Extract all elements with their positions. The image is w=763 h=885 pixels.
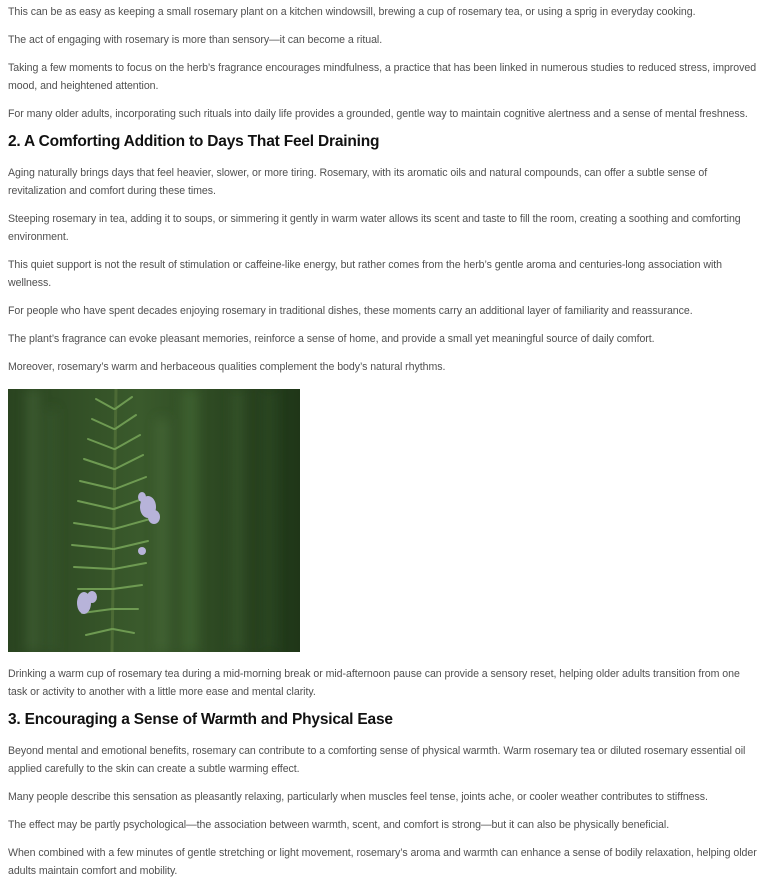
paragraph: For many older adults, incorporating such rituals into daily life provides a grounded, gentle way to maintain cognitive alertness and a sense of mental freshness.	[8, 108, 748, 120]
paragraph: Drinking a warm cup of rosemary tea during a mid-morning break or mid-afternoon pause can provide a sensory reset, helping older adults transition from one task or activity to another with a little more ease and mental clarity.	[8, 668, 740, 698]
paragraph: For people who have spent decades enjoying rosemary in traditional dishes, these moments carry an additional layer of familiarity and reassurance.	[8, 305, 693, 317]
paragraph: The plant’s fragrance can evoke pleasant memories, reinforce a sense of home, and provide a small yet meaningful source of daily comfort.	[8, 333, 655, 345]
rosemary-illustration	[8, 389, 300, 652]
paragraph: The act of engaging with rosemary is more than sensory—it can become a ritual.	[8, 34, 383, 46]
paragraph: This quiet support is not the result of stimulation or caffeine-like energy, but rather comes from the herb’s gentle aroma and centuries-long association with wellness.	[8, 259, 723, 289]
rosemary-photo	[8, 389, 300, 652]
paragraph: When combined with a few minutes of gentle stretching or light movement, rosemary’s aroma and warmth can enhance a sense of bodily relaxation, helping older adults maintain comfort and mobility.	[8, 847, 757, 877]
section-heading: 2. A Comforting Addition to Days That Feel Draining	[8, 133, 380, 150]
paragraph: Moreover, rosemary’s warm and herbaceous qualities complement the body’s natural rhythms.	[8, 361, 446, 373]
paragraph: Aging naturally brings days that feel heavier, slower, or more tiring. Rosemary, with its aromatic oils and natural compounds, can offer a subtle sense of revitalization and comfort during these times.	[8, 167, 708, 197]
paragraph: This can be as easy as keeping a small rosemary plant on a kitchen windowsill, brewing a cup of rosemary tea, or using a sprig in everyday cooking.	[8, 6, 696, 18]
paragraph: The effect may be partly psychological—the association between warmth, scent, and comfort is strong—but it can also be physically beneficial.	[8, 819, 670, 831]
paragraph: Beyond mental and emotional benefits, rosemary can contribute to a comforting sense of physical warmth. Warm rosemary tea or diluted rosemary essential oil applied carefully to the skin can create a subtle warming effect.	[8, 745, 746, 775]
paragraph: Many people describe this sensation as pleasantly relaxing, particularly when muscles feel tense, joints ache, or cooler weather contributes to stiffness.	[8, 791, 708, 803]
paragraph: Steeping rosemary in tea, adding it to soups, or simmering it gently in warm water allows its scent and taste to fill the room, creating a soothing and comforting environment.	[8, 213, 741, 243]
section-heading: 3. Encouraging a Sense of Warmth and Physical Ease	[8, 711, 393, 728]
paragraph: Taking a few moments to focus on the herb’s fragrance encourages mindfulness, a practice that has been linked in numerous studies to reduced stress, improved mood, and heightened attention.	[8, 62, 757, 92]
